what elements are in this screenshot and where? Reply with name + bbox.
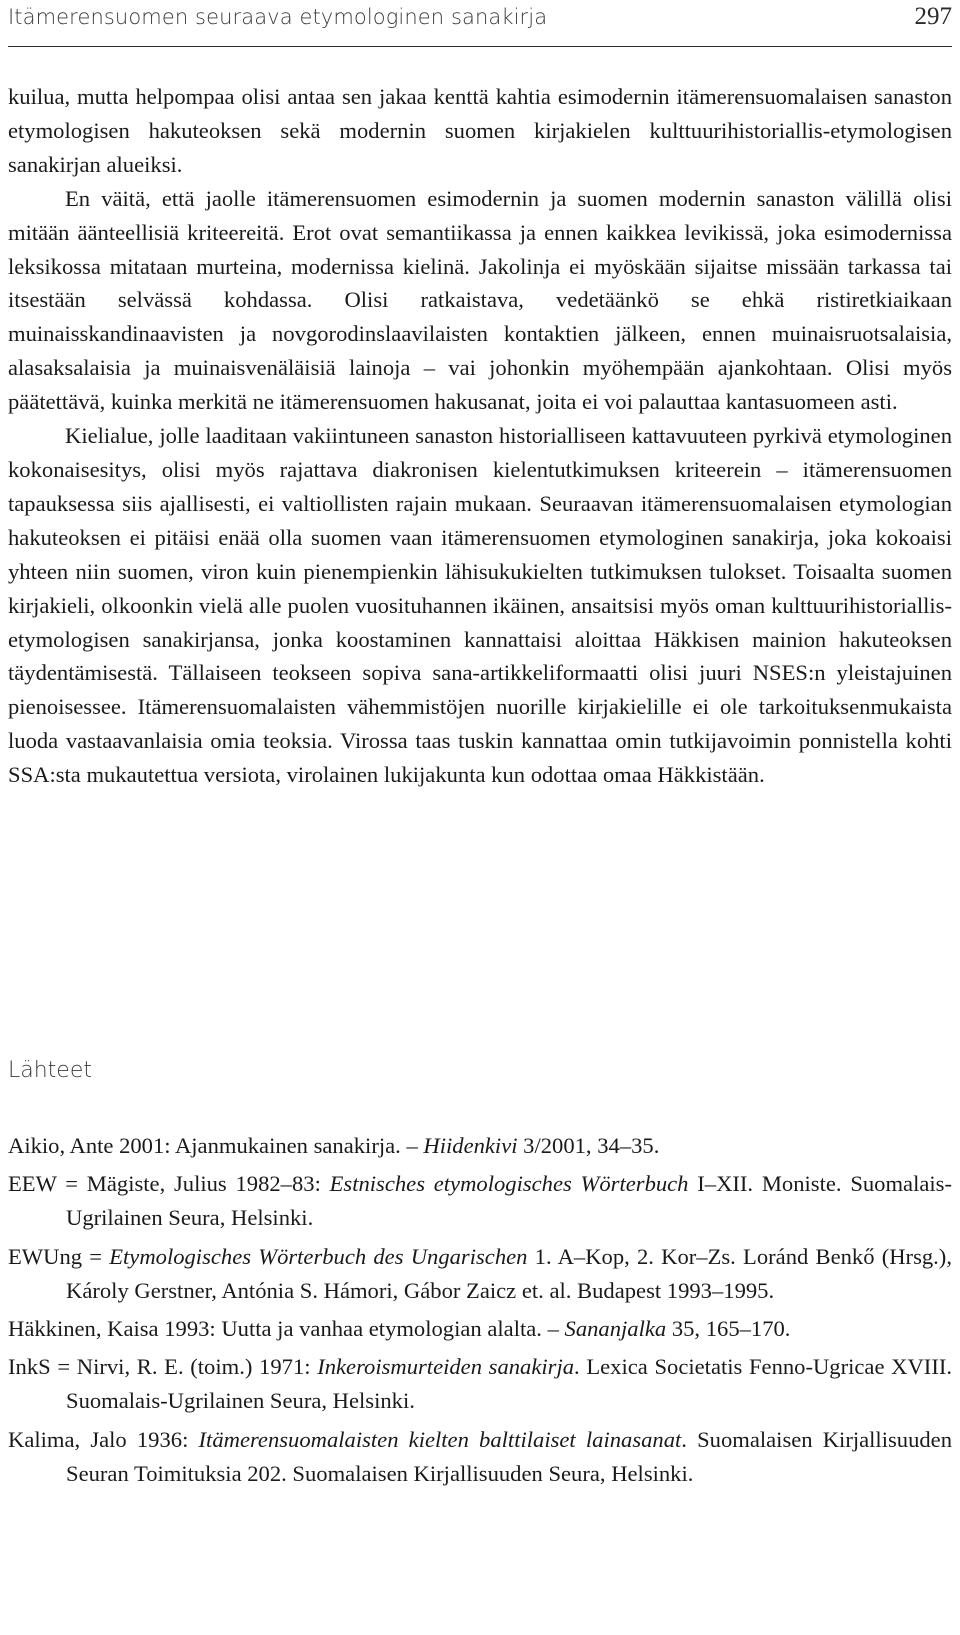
reference-title: Itämerensuomalaisten kielten balttilaiset lainasanat — [198, 1426, 682, 1452]
reference-text: . Suomalaisen Kirjallisuuden Seuran Toimituksia 202. Suomalaisen Kirjallisuuden Seura, Helsinki. — [66, 1426, 952, 1486]
reference-text: Aikio, Ante 2001: Ajanmukainen sanakirja. – — [8, 1133, 424, 1158]
reference-text: 35, 165–170. — [666, 1316, 791, 1342]
reference-text: InkS = Nirvi, R. E. (toim.) 1971: — [8, 1354, 318, 1380]
reference-title: Estnisches etymologisches Wörterbuch — [329, 1171, 689, 1197]
reference-text: EWUng = — [8, 1243, 110, 1269]
reference-ewung — [8, 1240, 952, 1308]
reference-text: EEW = Mägiste, Julius 1982–83: — [8, 1171, 330, 1197]
reference-kalima — [8, 1423, 952, 1491]
body-text — [8, 80, 952, 792]
reference-title: Sananjalka — [564, 1316, 667, 1342]
paragraph-jakolinja: En väitä, että jaolle itämerensuomen esimodernin ja suomen modernin sanaston välillä olisi mitään äänteellisiä kriteereitä. Erot ovat semantiikassa ja ennen kaikkea levikissä, joka esimodernissa leksikossa mitataan murteina, modernissa kielinä. Jakolinja ei myöskään sijaitse missään tarkassa tai itsestään selvässä kohdassa. Olisi ratkaistava, vedetäänkö se ehkä ristiretkiaikaan muinaisskandinaavisten ja novgorodinslaavilaisten kontaktien jälkeen, ennen muinaisruotsalaisia, alasaksalaisia ja muinaisvenäläisiä lainoja – vai johonkin myöhempään ajankohtaan. Olisi myös päätettävä, kuinka merkitä ne itämerensuomen hakusanat, joita ei voi palauttaa kantasuomeen asti. — [8, 185, 952, 415]
reference-text: 3/2001, 34–35. — [517, 1133, 660, 1158]
reference-title: Hiidenkivi — [423, 1133, 518, 1158]
running-title: Itämerensuomen seuraava etymologinen sanakirja — [8, 5, 548, 29]
reference-aikio — [8, 1129, 952, 1163]
reference-text: 1. A–Kop, 2. Kor–Zs. Loránd Benkő (Hrsg.), Károly Gerstner, Antónia S. Hámori, Gábor Zaicz et. al. Budapest 1993–1995. — [66, 1243, 952, 1303]
reference-text: Kalima, Jalo 1936: — [8, 1426, 199, 1452]
reference-text: I–XII. Moniste. Suomalais-Ugrilainen Seura, Helsinki. — [66, 1171, 952, 1231]
running-header — [8, 0, 952, 47]
paragraph-continuation: kuilua, mutta helpompaa olisi antaa sen jakaa kenttä kahtia esimodernin itämerensuomalaisen sanaston etymologisen hakuteoksen sekä modernin suomen kirjakielen kulttuurihistoriallis-etymologisen sanakirjan alueiksi. — [8, 84, 952, 177]
reference-text: . Lexica Societatis Fenno-Ugricae XVIII. Suomalais-Ugrilainen Seura, Helsinki. — [66, 1354, 953, 1414]
reference-title: Inkeroismurteiden sanakirja — [317, 1354, 575, 1380]
reference-eew — [8, 1167, 952, 1235]
references-heading: Lähteet — [8, 1058, 93, 1083]
reference-inks — [8, 1350, 952, 1418]
reference-text: Häkkinen, Kaisa 1993: Uutta ja vanhaa etymologian alalta. – — [8, 1316, 565, 1342]
reference-title: Etymologisches Wörterbuch des Ungarischen — [109, 1243, 528, 1269]
reference-list — [8, 1129, 952, 1495]
paragraph-kielialue: Kielialue, jolle laaditaan vakiintuneen sanaston historialliseen kattavuuteen pyrkivä etymologinen kokonaisesitys, olisi myös rajattava diakronisen kielentutkimuksen kriteerein – itämerensuomen tapauksessa siis ajallisesti, ei valtiollisten rajain mukaan. Seuraavan itämerensuomalaisen etymologian hakuteoksen ei pitäisi enää olla suomen vaan itämerensuomen etymologinen sanakirja, joka kokoaisi yhteen niin suomen, viron kuin pienempienkin lähisukukielten tutkimuksen tulokset. Toisaalta suomen kirjakieli, olkoonkin vielä alle puolen vuosituhannen ikäinen, ansaitsisi myös oman kulttuurihistoriallis-etymologisen sanakirjansa, jonka koostaminen kannattaisi aloittaa Häkkisen mainion hakuteoksen täydentämisestä. Tällaiseen teokseen sopiva sana-artikkeliformaatti olisi juuri NSES:n yleistajuinen pienoisessee. Itämerensuomalaisten vähemmistöjen nuorille kirjakielille ei ole tarkoituksenmukaista luoda vastaavanlaisia omia teoksia. Virossa taas tuskin kannattaa omin tutkijavoimin ponnistella kohti SSA:sta mukautettua versiota, virolainen lukijakunta kun odottaa omaa Häkkistään. — [8, 423, 952, 788]
page-number: 297 — [914, 3, 952, 30]
reference-hakkinen — [8, 1312, 952, 1346]
